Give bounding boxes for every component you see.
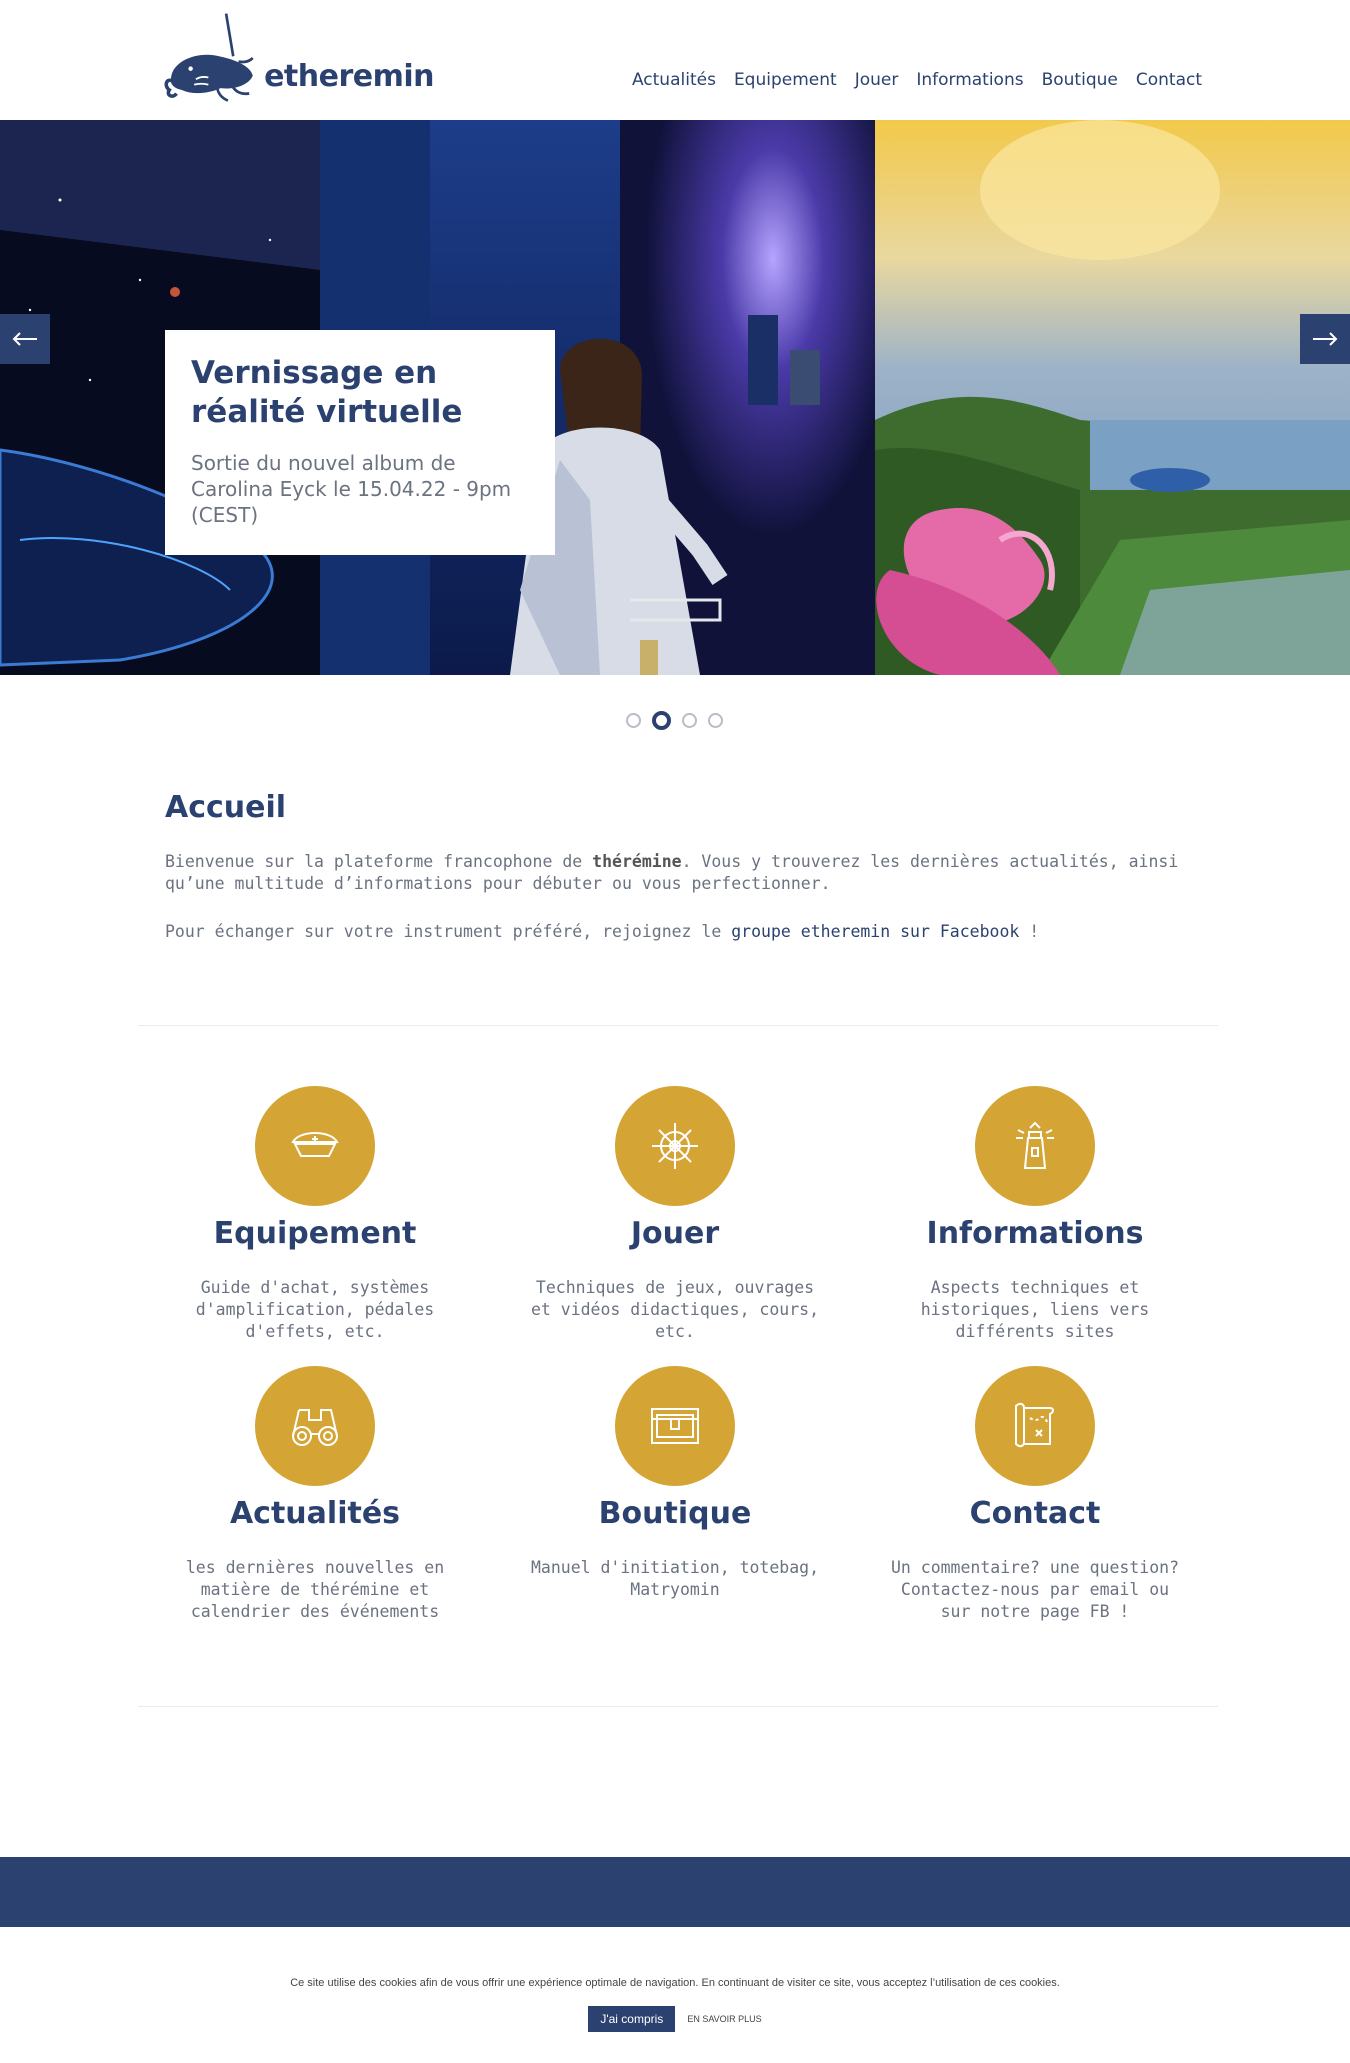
feature-text: les dernières nouvelles en matière de thérémine et calendrier des événements xyxy=(185,1558,445,1621)
welcome-bold-text: thérémine xyxy=(592,852,682,871)
catfish-logo-icon xyxy=(164,8,258,108)
slider-dot-4[interactable] xyxy=(708,713,723,728)
nav-actualites[interactable]: Actualités xyxy=(631,70,716,90)
feature-title: Actualités xyxy=(229,1496,401,1531)
slider-dot-3[interactable] xyxy=(682,713,697,728)
feature-text: Un commentaire? une question? Contactez-nous par email ou sur notre page FB ! xyxy=(890,1558,1180,1621)
binoculars-icon xyxy=(289,1404,341,1448)
feature-text: Aspects techniques et historiques, liens vers différents sites xyxy=(920,1278,1150,1341)
site-logo[interactable] xyxy=(164,8,434,108)
feature-circle xyxy=(615,1086,735,1206)
divider xyxy=(138,1706,1218,1707)
slide-title: Vernissage en réalité virtuelle xyxy=(191,355,463,430)
slide-caption[interactable] xyxy=(165,330,555,555)
facebook-text: Pour échanger sur votre instrument préféré, rejoignez le xyxy=(165,922,732,941)
facebook-group-link[interactable]: groupe etheremin sur Facebook xyxy=(731,922,1020,941)
feature-equipement[interactable] xyxy=(165,1086,465,1343)
lighthouse-icon xyxy=(1010,1120,1060,1172)
slider-dot-1[interactable] xyxy=(626,713,641,728)
treasure-chest-icon xyxy=(649,1405,701,1447)
hero-slider xyxy=(0,120,1350,675)
feature-contact[interactable] xyxy=(885,1366,1185,1623)
slider-prev-button[interactable] xyxy=(0,314,50,364)
cookie-text: Ce site utilise des cookies afin de vous offrir une expérience optimale de navigation. En continuant de visiter ce site, vous acceptez l’utilisation de ces cookies. xyxy=(290,1977,1060,1989)
slider-dots xyxy=(626,711,723,730)
feature-title: Equipement xyxy=(213,1216,417,1251)
slider-dot-2[interactable] xyxy=(652,711,671,730)
treasure-map-icon xyxy=(1010,1400,1060,1452)
feature-actualites[interactable] xyxy=(165,1366,465,1623)
cookie-accept-button[interactable]: J'ai compris xyxy=(588,2006,675,2032)
divider xyxy=(138,1025,1218,1026)
page-title: Accueil xyxy=(165,790,287,825)
main-nav xyxy=(632,70,1202,90)
cookie-more-link[interactable]: EN SAVOIR PLUS xyxy=(687,2014,762,2024)
captain-hat-icon xyxy=(289,1126,341,1166)
nav-jouer[interactable]: Jouer xyxy=(854,70,899,90)
nav-contact[interactable]: Contact xyxy=(1135,70,1202,90)
cookie-banner xyxy=(0,1927,1350,2063)
feature-title: Contact xyxy=(969,1496,1101,1531)
feature-text: Guide d'achat, systèmes d'amplification, pédales d'effets, etc. xyxy=(195,1278,435,1341)
welcome-section xyxy=(165,790,1185,943)
cookie-actions xyxy=(0,2006,1350,2032)
welcome-text: Bienvenue sur la plateforme francophone de xyxy=(165,852,593,871)
nav-boutique[interactable]: Boutique xyxy=(1041,70,1118,90)
footer xyxy=(0,1857,1350,1927)
site-header xyxy=(0,0,1350,120)
feature-circle xyxy=(975,1086,1095,1206)
logo-text: etheremin xyxy=(264,59,434,94)
feature-title: Boutique xyxy=(598,1496,752,1531)
feature-jouer[interactable] xyxy=(525,1086,825,1343)
welcome-text-end: . Vous y trouverez les dernières actualités, ainsi qu’une multitude d’informations pour débuter ou vous perfectionner. xyxy=(165,852,1179,893)
facebook-paragraph xyxy=(165,921,1185,943)
feature-title: Jouer xyxy=(630,1216,720,1251)
feature-title: Informations xyxy=(926,1216,1144,1251)
feature-circle xyxy=(975,1366,1095,1486)
ship-wheel-icon xyxy=(650,1121,700,1171)
feature-text: Techniques de jeux, ouvrages et vidéos didactiques, cours, etc. xyxy=(530,1278,820,1341)
feature-circle xyxy=(615,1366,735,1486)
feature-circle xyxy=(255,1366,375,1486)
nav-equipement[interactable]: Equipement xyxy=(733,70,837,90)
arrow-right-icon xyxy=(1312,332,1338,346)
facebook-text-end: ! xyxy=(1019,922,1040,941)
feature-boutique[interactable] xyxy=(525,1366,825,1601)
welcome-paragraph xyxy=(165,851,1185,895)
feature-text: Manuel d'initiation, totebag, Matryomin xyxy=(530,1558,820,1599)
slider-next-button[interactable] xyxy=(1300,314,1350,364)
slide-subtitle: Sortie du nouvel album de Carolina Eyck le 15.04.22 - 9pm (CEST) xyxy=(191,451,512,527)
feature-informations[interactable] xyxy=(885,1086,1185,1343)
nav-informations[interactable]: Informations xyxy=(916,70,1024,90)
arrow-left-icon xyxy=(12,332,38,346)
feature-circle xyxy=(255,1086,375,1206)
